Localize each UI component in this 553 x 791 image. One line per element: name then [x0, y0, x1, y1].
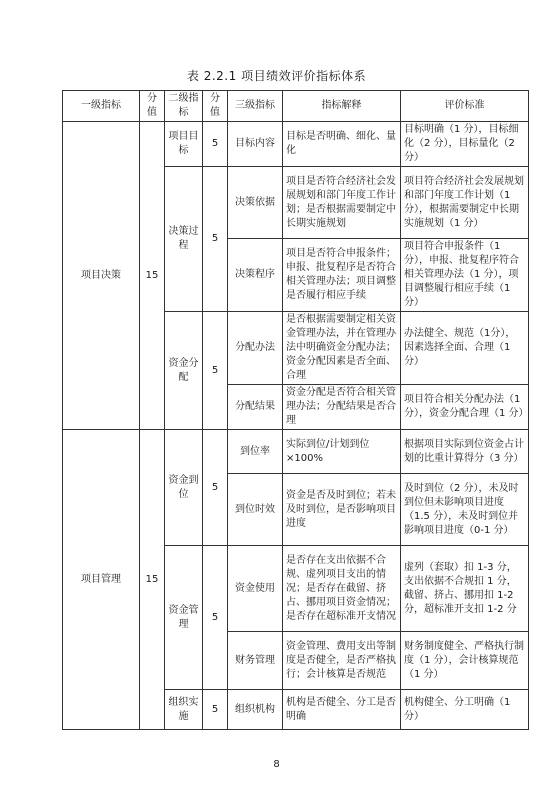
explain-cell: 项目是否符合经济社会发展规划和部门年度工作计划；是否根据需要制定中长期实施规划 [283, 167, 401, 239]
level2-cell: 资金到位 [165, 430, 203, 546]
standard-cell: 根据项目实际到位资金占计划的比重计算得分（3 分） [401, 430, 529, 474]
level2-cell: 资金分配 [165, 312, 203, 430]
page-number: 8 [273, 759, 280, 770]
standard-cell: 项目符合相关分配办法（1分），资金分配合理（1 分） [401, 385, 529, 430]
level3-cell: 到位率 [228, 430, 283, 474]
explain-cell: 是否根据需要制定相关资金管理办法，并在管理办法中明确资金分配办法；资金分配因素是否全面、合理 [283, 312, 401, 385]
level3-cell: 目标内容 [228, 122, 283, 167]
level3-cell: 决策依据 [228, 167, 283, 239]
header-score2: 分值 [203, 91, 228, 122]
explain-cell: 资金分配是否符合相关管理办法；分配结果是否合理 [283, 385, 401, 430]
standard-cell: 项目符合经济社会发展规划和部门年度工作计划（1 分），根据需要制定中长期实施规划（1 分） [401, 167, 529, 239]
header-standard: 评价标准 [401, 91, 529, 122]
header-level2: 二级指标 [165, 91, 203, 122]
standard-cell: 虚列（套取）扣 1-3 分，支出依据不合规扣 1 分，截留、挤占、挪用扣 1-2 分，超标准开支扣 1-2 分 [401, 546, 529, 632]
standard-cell: 机构健全、分工明确（1 分） [401, 690, 529, 730]
explain-cell: 项目是否符合申报条件；申报、批复程序是否符合相关管理办法；项目调整是否履行相应手续 [283, 239, 401, 312]
level3-cell: 财务管理 [228, 632, 283, 690]
score1-cell: 15 [140, 430, 165, 730]
table-row [63, 430, 529, 474]
table-title: 表 2.2.1 项目绩效评价指标体系 [186, 69, 367, 83]
standard-cell: 项目符合申报条件（1 分），申报、批复程序符合相关管理办法（1 分），项目调整履行相应手续（1 分） [401, 239, 529, 312]
level1-cell: 项目管理 [63, 430, 140, 730]
score2-cell: 5 [203, 312, 228, 430]
score2-cell: 5 [203, 430, 228, 546]
score1-cell: 15 [140, 122, 165, 430]
header-score1: 分值 [140, 91, 165, 122]
standard-cell: 及时到位（2 分），未及时到位但未影响项目进度（1.5 分），未及时到位并影响项目进度（0-1 分） [401, 474, 529, 546]
explain-cell: 是否存在支出依据不合规、虚列项目支出的情况；是否存在截留、挤占、挪用项目资金情况；是否存在超标准开支情况 [283, 546, 401, 632]
level3-cell: 分配办法 [228, 312, 283, 385]
level3-cell: 组织机构 [228, 690, 283, 730]
level2-cell: 组织实施 [165, 690, 203, 730]
score2-cell: 5 [203, 167, 228, 312]
level3-cell: 分配结果 [228, 385, 283, 430]
explain-cell: 实际到位/计划到位×100% [283, 430, 401, 474]
score2-cell: 5 [203, 546, 228, 690]
standard-cell: 目标明确（1 分），目标细化（2 分），目标量化（2 分） [401, 122, 529, 167]
indicator-table [62, 90, 529, 730]
level3-cell: 决策程序 [228, 239, 283, 312]
standard-cell: 办法健全、规范（1分），因素选择全面、合理（1 分） [401, 312, 529, 385]
header-level3: 三级指标 [228, 91, 283, 122]
level3-cell: 到位时效 [228, 474, 283, 546]
standard-cell: 财务制度健全、严格执行制度（1 分），会计核算规范（1 分） [401, 632, 529, 690]
header-row [63, 91, 529, 122]
level1-cell: 项目决策 [63, 122, 140, 430]
explain-cell: 资金是否及时到位；若未及时到位，是否影响项目进度 [283, 474, 401, 546]
explain-cell: 资金管理、费用支出等制度是否健全，是否严格执行；会计核算是否规范 [283, 632, 401, 690]
level2-cell: 资金管理 [165, 546, 203, 690]
level2-cell: 项目目标 [165, 122, 203, 167]
table-row [63, 122, 529, 167]
level2-cell: 决策过程 [165, 167, 203, 312]
level3-cell: 资金使用 [228, 546, 283, 632]
score2-cell: 5 [203, 122, 228, 167]
explain-cell: 目标是否明确、细化、量化 [283, 122, 401, 167]
explain-cell: 机构是否健全、分工是否明确 [283, 690, 401, 730]
header-level1: 一级指标 [63, 91, 140, 122]
score2-cell: 5 [203, 690, 228, 730]
header-explain: 指标解释 [283, 91, 401, 122]
